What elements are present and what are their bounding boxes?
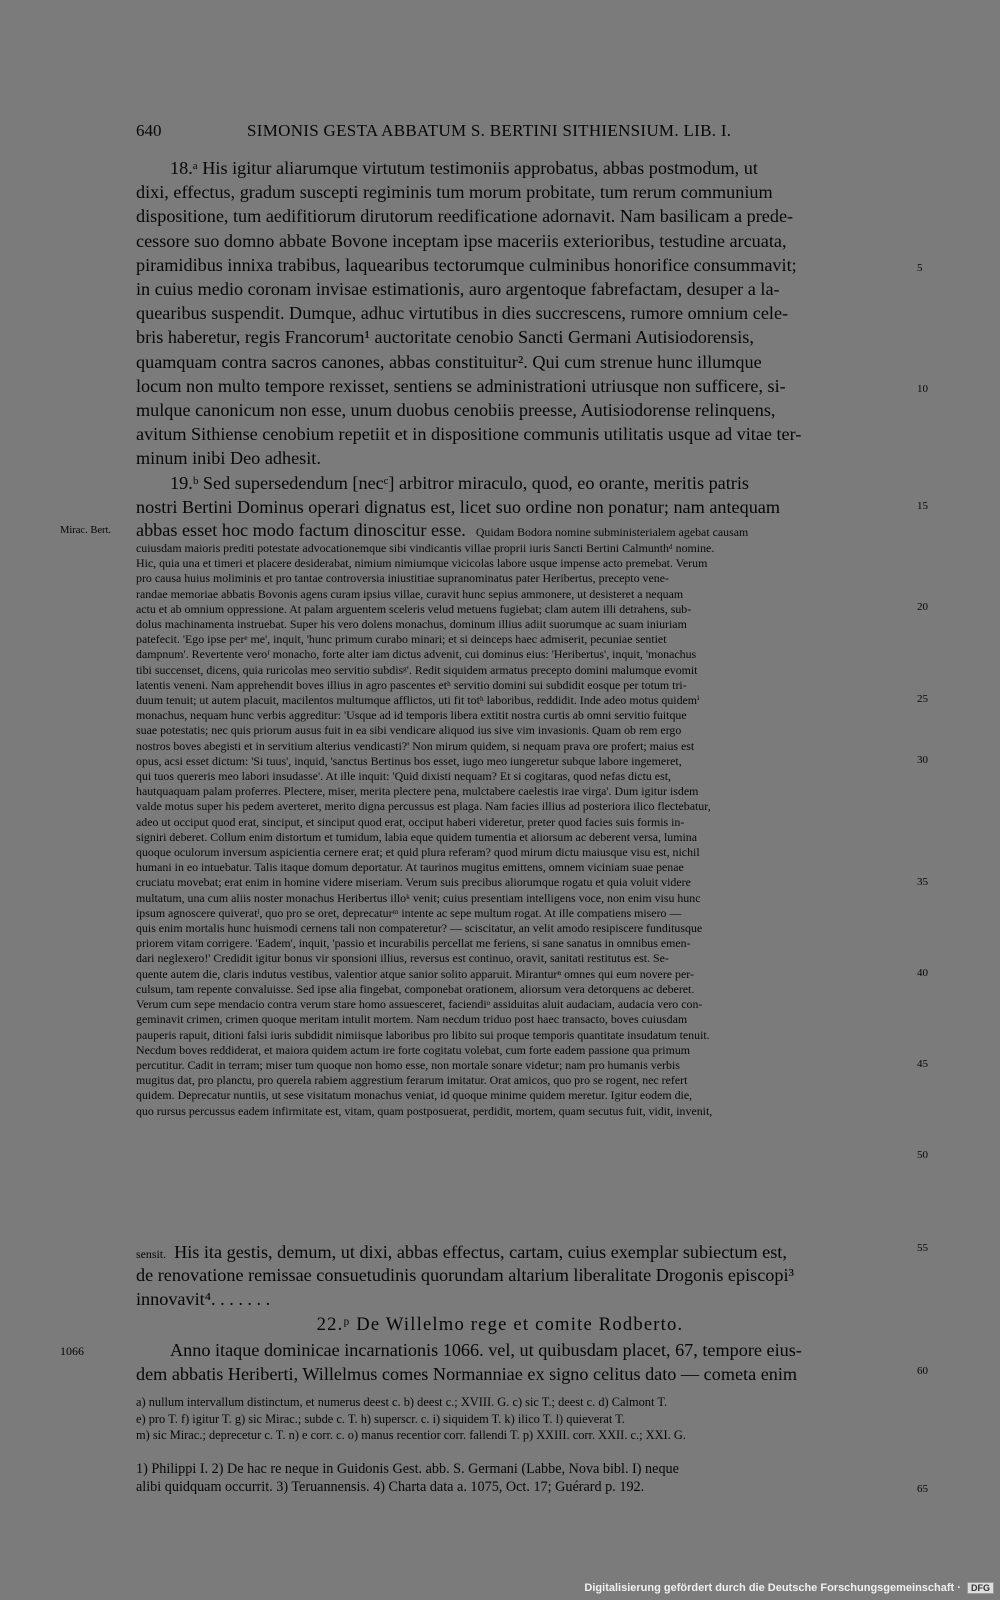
variant-footnotes [136, 1394, 912, 1444]
small-line: quo rursus percussus eadem infirmitate est, vitam, quam postposuerat, perdidit, mortem, quam secutus fuit, vidit, invenit, [136, 1103, 713, 1118]
text-line: bris haberetur, regis Francorum¹ auctoritate cenobio Sancti Germani Autisiodorensis, [136, 327, 754, 348]
small-line: multatum, una cum aliis noster monachus Heribertus illoᵏ venit; cuius presentiam intelligens voce, non enim visu hunc [136, 890, 701, 905]
line-number: 30 [917, 754, 928, 766]
text-line: cessore suo domno abbate Bovone inceptam ipse maceriis exterioribus, testudine arcuata, [136, 230, 787, 251]
small-line: Necdum boves reddiderat, et maiora quidem actum ire forte cogitatu volebat, cum forte eadem passione qua primum [136, 1042, 691, 1057]
text-small: Quidam Bodora nomine subministerialem agebat causam [475, 525, 749, 539]
text-line: de renovatione remissae consuetudinis quorundam altarium liberalitate Drogonis episcopi³ [136, 1265, 795, 1285]
text-line: nostri Bertini Dominus operari dignatus est, licet suo ordine non ponatur; nam antequam [136, 496, 781, 517]
small-line: signiri deberet. Collum enim distortum et tumidum, labia eque quidem tumentia et aliorsum ac deberent versa, lumina [136, 829, 698, 844]
footer-text: Digitalisierung gefördert durch die Deutsche Forschungsgemeinschaft · [584, 1582, 961, 1594]
line-number: 55 [917, 1242, 928, 1254]
text-line: piramidibus innixa trabibus, laquearibus tectorumque culminibus honorifice consummavit; [136, 254, 797, 275]
text-large: abbas esset hoc modo factum dinoscitur esse. [136, 520, 466, 540]
footnote-line: a) nullum intervallum distinctum, et numerus deest c. b) deest c.; XVIII. G. c) sic T.; deest c. d) Calmont T. [136, 1395, 668, 1409]
small-line: quoque oculorum inversum aspicientia cernere erat; et quid plura referam? quod mirum dictu maiusque visu est, nichil [136, 845, 700, 860]
line-number: 10 [917, 383, 928, 395]
footnote-line: e) pro T. f) igitur T. g) sic Mirac.; subde c. T. h) superscr. c. i) siquidem T. k) ilico T. l) quieverat T. [136, 1411, 625, 1426]
small-line: cuiusdam maioris prediti potestate advocationemque sibi vindicantis villae proprii iuris Sancti Bertini Calmunthᵈ nomine. [136, 541, 715, 555]
line-number: 25 [917, 693, 928, 705]
line-number: 65 [917, 1483, 928, 1495]
small-line: mugitus dat, pro planctu, pro querela rabiem aggrestium ferarum imitatur. Orat amicos, quo pro se rogent, nec refert [136, 1073, 688, 1088]
small-text-block [136, 541, 912, 1119]
text-line: mulque canonicum non esse, unum duobus cenobiis preesse, Autisiodorense relinquens, [136, 400, 776, 421]
small-line: opus, acsi esset dictum: 'Si tuus', inquid, 'sanctus Bertinus bos esset, iugo meo iungeretur subque labore ingemeret, [136, 753, 682, 768]
small-line: qui tuos quereris meo labori insudasse'. At ille inquit: 'Quid dixisti nequam? Et si cogitaras, quod nefas dictu est, [136, 769, 671, 784]
text-line: dem abbatis Heriberti, Willelmus comes Normanniae ex signo celitus dato — cometa enim [136, 1364, 798, 1385]
marginal-note-source: Mirac. Bert. [60, 525, 112, 536]
footnote-line: 1) Philippi I. 2) De hac re neque in Guidonis Gest. abb. S. Germani (Labbe, Nova bibl. I) neque [136, 1461, 679, 1477]
text-large: His ita gestis, demum, ut dixi, abbas effectus, cartam, cuius exemplar subiectum est, [174, 1242, 787, 1262]
small-line: cruciatu movebat; erat enim in homine videre miseriam. Verum suis precibus aliorumque rogatu et quia voluit videre [136, 875, 691, 890]
small-line: geminavit crimen, crimen quoque meritam intulit mortem. Nam necdum triduo post haec transacto, boves cuiusdam [136, 1012, 688, 1027]
text-line: minum inibi Deo adhesit. [136, 448, 321, 469]
line-number: 5 [917, 262, 923, 274]
small-line: latentis veneni. Nam apprehendit boves illius in agro pascentes etʰ servitio domini sui subdidit eosque per totum tri- [136, 677, 687, 692]
small-line: actu et ab omnium oppressione. At palam arguentem sceleris velud metuens fugiebat; clam autem illi detrahens, sub- [136, 601, 692, 616]
footnote-line: m) sic Mirac.; deprecetur c. T. n) e corr. c. o) manus recentior corr. fallendi T. p) XXIII. corr. XXII. c.; XXI. G. [136, 1428, 686, 1443]
small-line: monachus, nequam hunc verbis aggreditur: 'Usque ad id temporis libera extitit nostra curtis ab omni servitio fuitque [136, 708, 687, 723]
text-line: dispositione, tum aedifitiorum dirutorum reedificatione adornavit. Nam basilicam a prede- [136, 206, 794, 227]
text-line: 18.ᵃ His igitur aliarumque virtutum testimoniis approbatus, abbas postmodum, ut [170, 158, 758, 178]
small-line: percutitur. Cadit in terram; miser tum quoque non homo esse, non mortale sonare videtur; nam pro humanis verbis [136, 1057, 680, 1072]
small-line: culsum, tam repente convaluisse. Sed ipse alia fingebat, componebat orationem, aliorsum vera detorquens ac deberet. [136, 981, 695, 996]
numbered-footnotes [136, 1460, 912, 1496]
small-line: priorem vitam corrigere. 'Eadem', inquit, 'passio et incurabilis percellat me feriens, si sane sanatus in omnibus emen- [136, 936, 691, 951]
small-line: dampnum'. Revertente veroᶠ monacho, forte alter iam dictus advenit, cui dominus eius: 'Heribertus', inquit, 'monachus [136, 647, 697, 662]
small-line: valde motus super his pedem averteret, merito digna percussus est plaga. Nam facies illius ad posteriora ilico flectebatur, [136, 799, 711, 814]
small-line: ipsum agnoscere quiveratˡ, quo pro se oret, deprecaturᵐ intente ac sepe multum rogat. At ille compatiens misero — [136, 905, 682, 920]
small-line: quis enim mortalis hunc huismodi cernens tali non compateretur? — sciscitatur, an velit amodo resipiscere funditusque [136, 921, 703, 936]
text-line: avitum Sithiense cenobium repetiit et in dispositione communis utilitatis usque ad vitae ter- [136, 424, 802, 445]
line-number: 20 [917, 601, 928, 613]
small-line: patefecit. 'Ego ipse perᵉ me', inquit, 'hunc primum curabo minari; et si deinceps haec admiserit, pecuniae sentiet [136, 632, 667, 647]
small-line: nostros boves abegisti et in servitium alterius vendicasti?' Non mirum quidem, si nequam prava ore profert; maius est [136, 738, 695, 753]
mixed-line-2 [136, 1240, 912, 1264]
dfg-logo: DFG [967, 1582, 994, 1594]
line-number: 60 [917, 1365, 928, 1377]
small-line: humani in eo intuebatur. Talis itaque domum deportatur. At taurinos mugitus emittens, omnem viciniam suae penae [136, 860, 684, 875]
mixed-line [136, 518, 912, 542]
running-title: SIMONIS GESTA ABBATUM S. BERTINI SITHIENSIUM. LIB. I. [247, 121, 732, 140]
small-line: Hic, quia una et timeri et placere desiderabat, nimium nimiumque vicicolas labore usque impense acto premebat. Verum [136, 556, 708, 571]
running-header [0, 121, 1000, 145]
small-line: pro causa huius moliminis et pro tantae controversia iniustitiae supranominatus pater Heribertus, precepto vene- [136, 571, 669, 586]
text-line: innovavit⁴. . . . . . . [136, 1289, 271, 1310]
line-number: 40 [917, 967, 928, 979]
line-number: 35 [917, 876, 928, 888]
footnote-line: alibi quidquam occurrit. 3) Teruannensis. 4) Charta data a. 1075, Oct. 17; Guérard p. 192. [136, 1479, 645, 1495]
main-text-last [136, 1338, 912, 1386]
text-small: sensit. [136, 1247, 167, 1261]
marginal-note-year: 1066 [60, 1344, 84, 1358]
small-line: dolus machinamenta instruebat. Super his vero dolens monachus, dominum illius adiit suorumque ac suam iniuriam [136, 617, 687, 632]
small-line: quidem. Deprecatur nuntiis, ut sese visitatum monachus veniat, id quoque minime quidem meretur. Igitur eodem die, [136, 1088, 693, 1103]
main-text-top [136, 156, 912, 519]
small-line: suae potestatis; nec quis priorum ausus fuit in ea sibi vendicare aliquod ius sive vim invasionis. Quam ob rem ergo [136, 723, 682, 738]
line-number: 15 [917, 500, 928, 512]
text-line: quamquam contra sacros canones, abbas constituitur². Qui cum strenue hunc illumque [136, 351, 762, 372]
small-line: hautquaquam palam proferres. Plectere, miser, merita plectere pena, mulctabere caelestis irae virga'. Dum igitur isdem [136, 784, 699, 799]
line-number: 50 [917, 1149, 928, 1161]
small-line: duum tenuit; ut autem placuit, macilentos multumque afflictos, uti fit totʰ laboribus, reddidit. Inde adeo motus quidemⁱ [136, 693, 700, 708]
small-line: tibi succenset, dicens, quia ruricolas meo servitio subdisᵍ'. Redit siquidem armatus precepto domini malumque evomit [136, 662, 698, 677]
text-line: in cuius medio coronam invisae estimationis, auro argentoque fabrefactam, desuper a la- [136, 279, 780, 300]
text-line: quearibus suspendit. Dumque, adhuc virtutibus in dies succrescens, rumore omnium cele- [136, 303, 789, 324]
digitization-footer [584, 1582, 994, 1594]
small-line: quente autem die, claris indutus vestibus, valentior atque sanior solito apparuit. Miranturⁿ omnes qui eum novere per- [136, 966, 694, 981]
line-number: 45 [917, 1058, 928, 1070]
text-line: dixi, effectus, gradum suscepti regiminis tum morum probitate, tum rerum communium [136, 182, 773, 203]
small-line: adeo ut occiput quod erat, sinciput, et sinciput quod erat, occiput haberi videretur, preter quod facies suis formis in- [136, 814, 685, 829]
small-line: dari neglexero!' Credidit igitur bonus vir sponsioni illius, reversus est continuo, oravit, sanitati restitutus est. Se- [136, 951, 669, 966]
page-number: 640 [136, 121, 162, 140]
text-line: Anno itaque dominicae incarnationis 1066. vel, ut quibusdam placet, 67, tempore eius- [170, 1340, 802, 1360]
main-text-bottom [136, 1263, 912, 1311]
small-line: pauperis rapuit, ditioni falsi iuris subdidit nimiisque laboribus pro libito sui proque temporis quantitate insudatum tenuit. [136, 1027, 710, 1042]
section-heading: 22.ᵖ De Willelmo rege et comite Rodberto. [316, 1314, 684, 1335]
small-line: Verum cum sepe mendacio contra verum stare homo assuesceret, faciendiᵒ assiduitas aluit audaciam, audacia vero con- [136, 997, 703, 1012]
small-line: randae memoriae abbatis Bovonis agens curam ipsius villae, curavit hunc sepius ammonere, ut desisteret a nequam [136, 586, 684, 601]
text-line: 19.ᵇ Sed supersedendum [necᶜ] arbitror miraculo, quod, eo orante, meritis patris [170, 472, 749, 493]
text-line: locum non multo tempore rexisset, sentiens se administrationi utriusque non sufficere, si- [136, 375, 786, 396]
